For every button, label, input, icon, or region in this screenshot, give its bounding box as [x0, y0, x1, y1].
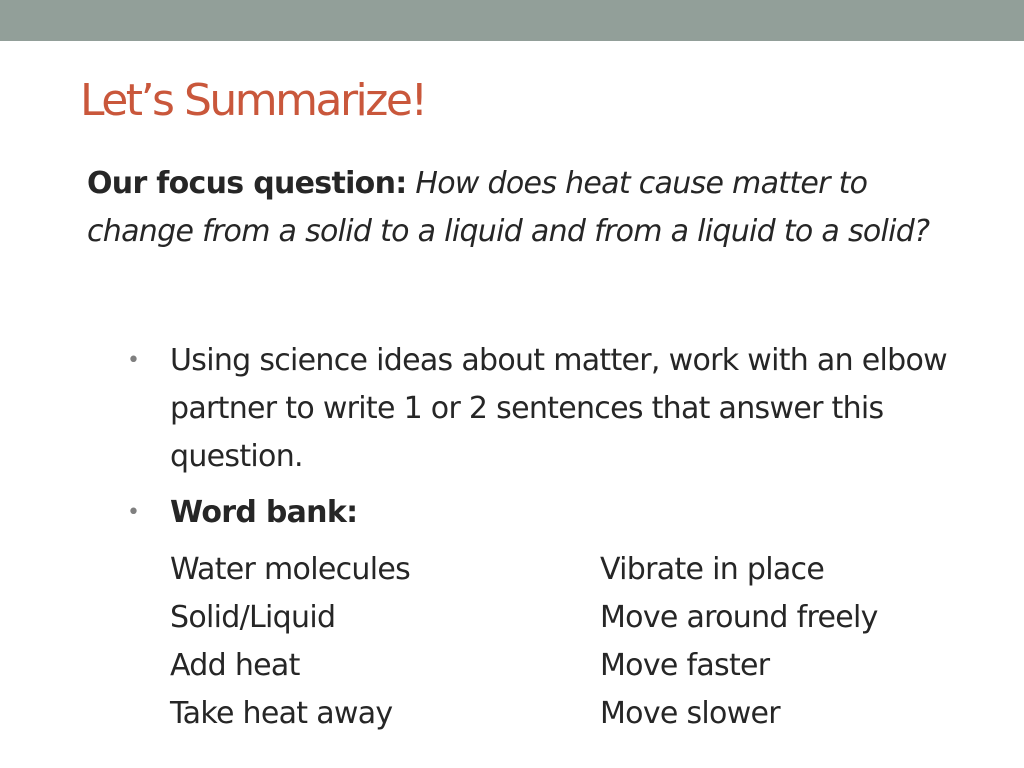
slide-title: Let’s Summarize!: [80, 75, 426, 126]
word-bank-column-left: [170, 546, 600, 738]
focus-question-label: Our focus question:: [87, 166, 407, 201]
word-bank-item: Water molecules: [170, 552, 411, 587]
bullet-item-word-bank: [127, 489, 957, 537]
bullet-dot-icon: •: [127, 348, 140, 373]
top-banner: [0, 0, 1024, 41]
focus-question-paragraph: [87, 160, 947, 256]
focus-question-text: How does heat cause matter to change from a solid to a liquid and from a liquid to a solid?: [87, 166, 930, 249]
word-bank-column-right: [600, 546, 970, 738]
bullet-list: [127, 337, 957, 545]
word-bank-item: Add heat: [170, 648, 300, 683]
word-bank-item: Solid/Liquid: [170, 600, 336, 635]
word-bank-heading: Word bank:: [170, 495, 358, 530]
word-bank-item: Move around freely: [600, 600, 878, 635]
word-bank-item: Take heat away: [170, 696, 393, 731]
word-bank-item: Vibrate in place: [600, 552, 825, 587]
bullet-text: Using science ideas about matter, work with an elbow partner to write 1 or 2 sentences that answer this question.: [170, 343, 947, 474]
word-bank-item: Move faster: [600, 648, 770, 683]
bullet-dot-icon: •: [127, 500, 140, 525]
word-bank: [170, 546, 970, 738]
bullet-item-instructions: [127, 337, 957, 481]
word-bank-item: Move slower: [600, 696, 780, 731]
